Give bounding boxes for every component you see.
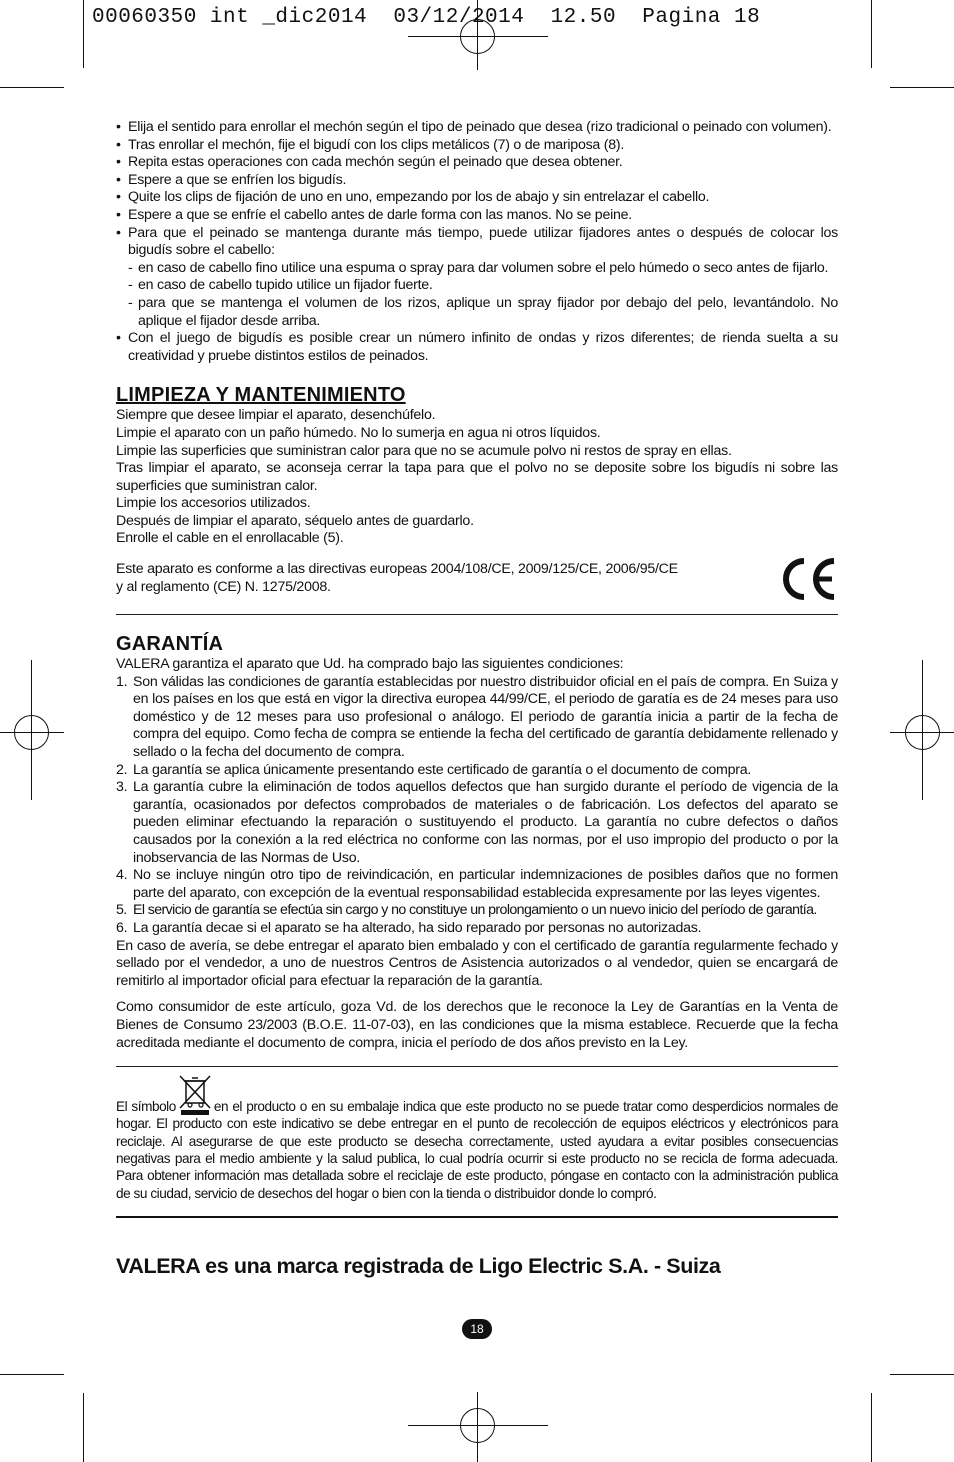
registration-mark-icon bbox=[408, 1392, 548, 1462]
print-header: 00060350 int _dic2014 03/12/2014 12.50 Pagina 18 bbox=[92, 6, 761, 29]
list-item: • Espere a que se enfríen los bigudís. bbox=[116, 171, 347, 188]
list-item: • Quite los clips de fijación de uno en uno, empezando por los de abajo y sin entrelazar el cabello. bbox=[116, 189, 710, 206]
weee-text: en el producto o en su embalaje indica que este producto no se puede tratar como desperdicios normales de hogar. El producto con este indicativo se debe entregar en el punto de recolección de equipos eléctricos y electrónicos para reciclaje. Al asegurarse de que este producto se desecha correctamente, usted ayudara a evitar posibles consecuencias negativas para el medio ambiente y la salud publica, lo cual podría ocurrir si este producto no se recicla de forma adecuada. Para obtener información mas detallada sobre el reciclaje de este producto, póngase en contacto con la administración publica de su ciudad, servicio de desechos del hogar o bien con la tienda o distribuidor donde lo compró. bbox=[116, 1099, 838, 1201]
list-item: • Con el juego de bigudís es posible crear un número infinito de ondas y rizos diferentes; de rienda suelta a su creatividad y pruebe distintos estilos de peinados. bbox=[116, 330, 838, 364]
list-item: 3. La garantía cubre la eliminación de todos aquellos defectos que han surgido durante el período de vigencia de la garantía, ocasionados por defectos comprobados de materiales o de fabricación. Los defectos del aparato se pueden eliminar efectuando la reparación o sustituyendo el producto. La garantía no cubre defectos o daños causados por la conexión a la red eléctrica no conforme con las normas, por el uso impropio del producto o por la inobservancia de las Normas de Uso. bbox=[116, 779, 838, 866]
crop-mark bbox=[871, 1393, 872, 1462]
crossed-bin-icon bbox=[178, 1075, 212, 1115]
list-item: • Espere a que se enfríe el cabello antes de darle forma con las manos. No se peine. bbox=[116, 206, 632, 223]
crop-mark bbox=[890, 1374, 954, 1375]
brand-line: VALERA es una marca registrada de Ligo Electric S.A. - Suiza bbox=[116, 1253, 721, 1278]
garantia-body bbox=[116, 656, 838, 1052]
paragraph: VALERA garantiza el aparato que Ud. ha comprado bajo las siguientes condiciones: bbox=[116, 656, 624, 673]
paragraph: Limpie los accesorios utilizados. bbox=[116, 495, 311, 512]
weee-notice bbox=[116, 1075, 838, 1202]
paragraph: En caso de avería, se debe entregar el aparato bien embalado y con el certificado de garantía regularmente fechado y sellado por el vendedor, a uno de nuestros Centros de Asistencia autorizados o al vendedor, quien se encargará de remitirlo al importador oficial para efectuar la reparación de la garantía. bbox=[116, 937, 838, 989]
weee-text: El símbolo bbox=[116, 1099, 176, 1115]
page-number: 18 bbox=[462, 1319, 492, 1339]
list-item: • Tras enrollar el mechón, fije el bigudí con los clips metálicos (7) o de mariposa (8). bbox=[116, 136, 625, 153]
list-item: 2. La garantía se aplica únicamente presentando este certificado de garantía o el documento de compra. bbox=[116, 761, 752, 778]
paragraph: Como consumidor de este artículo, goza Vd. de los derechos que le reconoce la Ley de Garantías en la Venta de Bienes de Consumo 23/2003 (B.O.E. 11-07-03), en las condiciones que la misma establece. Recuerde que la fecha acreditada mediante el documento de compra, inicia el período de dos años previsto en la Ley. bbox=[116, 999, 838, 1051]
crop-mark bbox=[871, 0, 872, 68]
crop-mark bbox=[83, 0, 84, 68]
section-title-garantia: GARANTÍA bbox=[116, 633, 224, 656]
list-item: 1. Son válidas las condiciones de garantía establecidas por nuestro distribuidor oficial en el país de compra. En Suiza y en los países en los que está en vigor la directiva europea 44/99/CE, el periodo de garatía es de 24 meses para uso doméstico y de 12 meses para uso profesional o análogo. El periodo de garantía inicia a partir de la fecha de compra del equipo. Como fecha de compra se entiende la fecha del certificado de garantía debidamente rellenado y sellado o la fecha del documento de compra. bbox=[116, 673, 838, 761]
registration-mark-icon bbox=[890, 660, 954, 800]
paragraph: Limpie el aparato con un paño húmedo. No lo sumerja en agua ni otros líquidos. bbox=[116, 424, 601, 441]
sub-list-item: - en caso de cabello tupido utilice un fijador fuerte. bbox=[128, 277, 433, 294]
sub-list-item: - para que se mantenga el volumen de los rizos, aplique un spray fijador por debajo del pelo, levantándolo. No aplique el fijador desde arriba. bbox=[128, 294, 838, 329]
list-item: 5. El servicio de garantía se efectúa sin cargo y no constituye un prolongamiento o un nuevo inicio del período de garantía. bbox=[116, 902, 817, 919]
list-item: 4. No se incluye ningún otro tipo de reivindicación, en particular indemnizaciones de posibles daños que no formen parte del aparato, con excepción de la eventual responsabilidad establecida expresamente por las leyes vigentes. bbox=[116, 867, 838, 901]
list-item: 6. La garantía decae si el aparato se ha alterado, ha sido reparado por personas no autorizadas. bbox=[116, 919, 702, 936]
crop-mark bbox=[0, 1374, 64, 1375]
conformity-row bbox=[116, 557, 838, 601]
ce-mark-icon bbox=[778, 557, 838, 601]
conformity-text: y al reglamento (CE) N. 1275/2008. bbox=[116, 579, 331, 596]
section-title-limpieza: LIMPIEZA Y MANTENIMIENTO bbox=[116, 384, 406, 407]
conformity-text: Este aparato es conforme a las directivas europeas 2004/108/CE, 2009/125/CE, 2006/95/CE bbox=[116, 561, 678, 578]
crop-mark bbox=[0, 87, 64, 88]
list-item: • Para que el peinado se mantenga durante más tiempo, puede utilizar fijadores antes o después de colocar los bigudís sobre el cabello: bbox=[116, 224, 838, 259]
sub-list-item: - en caso de cabello fino utilice una espuma o spray para dar volumen sobre el pelo húmedo o seco antes de fijarlo. bbox=[128, 259, 829, 276]
paragraph: Después de limpiar el aparato, séquelo antes de guardarlo. bbox=[116, 512, 474, 529]
list-item: • Elija el sentido para enrollar el mechón según el tipo de peinado que desea (rizo tradicional o peinado con volumen). bbox=[116, 119, 832, 135]
registration-mark-icon bbox=[408, 0, 548, 70]
paragraph: Tras limpiar el aparato, se aconseja cerrar la tapa para que el polvo no se deposite sobre los bigudís ni sobre las superficies que suministran calor. bbox=[116, 460, 838, 494]
list-item: • Repita estas operaciones con cada mechón según el peinado que desea obtener. bbox=[116, 154, 623, 171]
crop-mark bbox=[83, 1393, 84, 1462]
paragraph: Siempre que desee limpiar el aparato, desenchúfelo. bbox=[116, 407, 436, 424]
crop-mark bbox=[890, 87, 954, 88]
registration-mark-icon bbox=[0, 660, 64, 800]
paragraph: Limpie las superficies que suministran calor para que no se acumule polvo ni restos de spray en ellas. bbox=[116, 442, 732, 459]
instructions-list bbox=[116, 119, 838, 365]
paragraph: Enrolle el cable en el enrollacable (5). bbox=[116, 530, 344, 547]
limpieza-body bbox=[116, 407, 838, 548]
page-content bbox=[116, 119, 838, 1279]
